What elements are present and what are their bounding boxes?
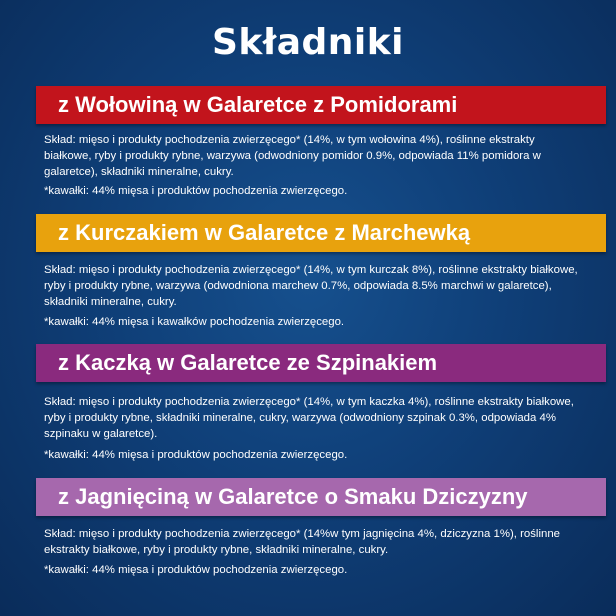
- composition-text: Skład: mięso i produkty pochodzenia zwierzęcego* (14%w tym jagnięcina 4%, dziczyzna 1%), roślinne ekstrakty białkowe, ryby i produkty rybne, składniki mineralne, cukry.: [44, 528, 560, 556]
- footnote-text: *kawałki: 44% mięsa i produktów pochodzenia zwierzęcego.: [44, 185, 348, 197]
- page-title: Składniki: [211, 22, 405, 63]
- section-banner: [36, 344, 606, 382]
- section-heading: z Wołowiną w Galaretce z Pomidorami: [58, 92, 458, 117]
- composition-text: Skład: mięso i produkty pochodzenia zwierzęcego* (14%, w tym kaczka 4%), roślinne ekstrakty białkowe, ryby i produkty rybne, składniki mineralne, cukry, warzywa (odwodniony szpinak 0.3%, odpowiada 4% szpinaku w galaretce).: [44, 396, 574, 440]
- section-banner: [36, 86, 606, 124]
- footnote-text: *kawałki: 44% mięsa i produktów pochodzenia zwierzęcego.: [44, 564, 348, 576]
- section-heading: z Kurczakiem w Galaretce z Marchewką: [58, 220, 471, 245]
- section-banner: [36, 214, 606, 252]
- footnote-text: *kawałki: 44% mięsa i kawałków pochodzenia zwierzęcego.: [44, 316, 345, 328]
- composition-text: Skład: mięso i produkty pochodzenia zwierzęcego* (14%, w tym kurczak 8%), roślinne ekstrakty białkowe, ryby i produkty rybne, warzywa (odwodniona marchew 0.7%, odpowiada 8.5% marchwi w galaretce), składniki mineralne, cukry.: [44, 264, 578, 308]
- section-heading: z Jagnięciną w Galaretce o Smaku Dziczyzny: [58, 484, 528, 509]
- composition-text: Skład: mięso i produkty pochodzenia zwierzęcego* (14%, w tym wołowina 4%), roślinne ekstrakty białkowe, ryby i produkty rybne, warzywa (odwodniony pomidor 0.9%, odpowiada 11% pomidora w galaretce), składniki mineralne, cukry.: [44, 134, 541, 178]
- section-banner: [36, 478, 606, 516]
- footnote-text: *kawałki: 44% mięsa i produktów pochodzenia zwierzęcego.: [44, 449, 348, 461]
- section-heading: z Kaczką w Galaretce ze Szpinakiem: [58, 350, 438, 375]
